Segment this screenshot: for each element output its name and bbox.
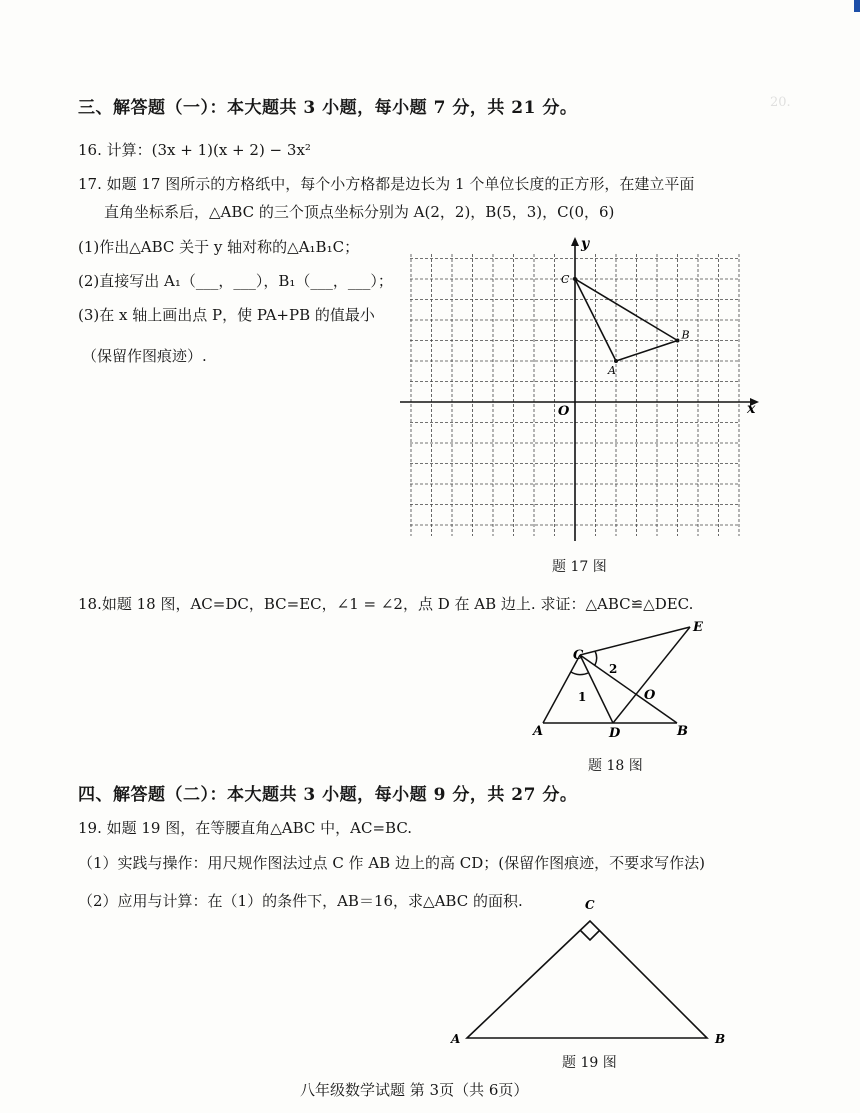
page-corner-mark xyxy=(854,0,860,12)
question-17-line-1: 17. 如题 17 图所示的方格纸中，每个小方格都是边长为 1 个单位长度的正方形，在建立平面 xyxy=(78,175,695,193)
fig18-label-e: E xyxy=(693,620,703,635)
y-axis-label: y xyxy=(581,236,590,252)
question-18: 18.如题 18 图，AC=DC，BC=EC，∠1 = ∠2，点 D 在 AB 边上. 求证：△ABC≌△DEC. xyxy=(78,595,694,613)
figure-17-caption: 题 17 图 xyxy=(552,559,607,575)
point-a xyxy=(614,359,618,363)
bleed-through-mark: 20. xyxy=(770,95,791,110)
fig19-label-c: C xyxy=(585,898,595,912)
question-19: 19. 如题 19 图，在等腰直角△ABC 中，AC=BC. xyxy=(78,819,413,837)
segment-cb xyxy=(580,655,677,723)
fig18-label-c: C xyxy=(573,648,584,663)
question-17-part-1: (1)作出△ABC 关于 y 轴对称的△A₁B₁C； xyxy=(78,238,360,256)
fig18-label-a: A xyxy=(533,724,544,739)
angle-1-arc xyxy=(571,672,588,675)
question-19-part-2: （2）应用与计算：在（1）的条件下，AB＝16，求△ABC 的面积. xyxy=(78,892,523,910)
point-b xyxy=(676,339,680,343)
question-16: 16. 计算：(3x + 1)(x + 2) − 3x² xyxy=(78,141,311,159)
y-axis-arrow-icon xyxy=(571,237,579,246)
figure-18-caption: 题 18 图 xyxy=(588,758,643,774)
section-3-heading: 三、解答题（一）：本大题共 3 小题，每小题 7 分，共 21 分。 xyxy=(78,98,578,118)
segment-de xyxy=(613,627,690,723)
fig18-label-d: D xyxy=(609,726,621,740)
section-4-heading: 四、解答题（二）：本大题共 3 小题，每小题 9 分，共 27 分。 xyxy=(78,785,578,805)
point-c-label: C xyxy=(561,273,570,286)
question-19-part-1: （1）实践与操作：用尺规作图法过点 C 作 AB 边上的高 CD；(保留作图痕迹，不要求写作法) xyxy=(78,854,705,872)
question-17-part-3: (3)在 x 轴上画出点 P，使 PA+PB 的值最小 xyxy=(78,306,375,324)
page-footer: 八年级数学试题 第 3页（共 6页） xyxy=(300,1081,529,1099)
fig19-label-b: B xyxy=(715,1032,726,1046)
point-a-label: A xyxy=(608,364,616,377)
right-angle-mark xyxy=(580,930,600,940)
question-17-part-3-note: （保留作图痕迹）. xyxy=(82,347,207,365)
question-17-part-2: (2)直接写出 A₁（___，___），B₁（___，___）； xyxy=(78,272,393,290)
figure-19-caption: 题 19 图 xyxy=(562,1055,617,1071)
fig18-label-b: B xyxy=(677,724,688,739)
x-axis-label: x xyxy=(747,401,756,417)
point-b-label: B xyxy=(681,328,690,342)
segment-ce xyxy=(580,627,690,655)
triangle-abc-isosceles-right xyxy=(467,921,707,1038)
origin-label: O xyxy=(558,404,570,419)
angle-2-arc xyxy=(595,651,597,665)
figure-19 xyxy=(445,893,735,1053)
fig18-angle-1-label: 1 xyxy=(578,690,587,704)
question-17-line-2: 直角坐标系后，△ABC 的三个顶点坐标分别为 A(2，2)，B(5，3)，C(0，6) xyxy=(104,203,615,221)
fig19-label-a: A xyxy=(451,1032,461,1046)
segment-ca xyxy=(543,655,580,723)
fig18-label-o: O xyxy=(644,688,656,703)
fig18-angle-2-label: 2 xyxy=(609,662,618,676)
point-c xyxy=(573,277,577,281)
figure-17-grid xyxy=(395,236,765,576)
figure-18 xyxy=(525,615,710,740)
